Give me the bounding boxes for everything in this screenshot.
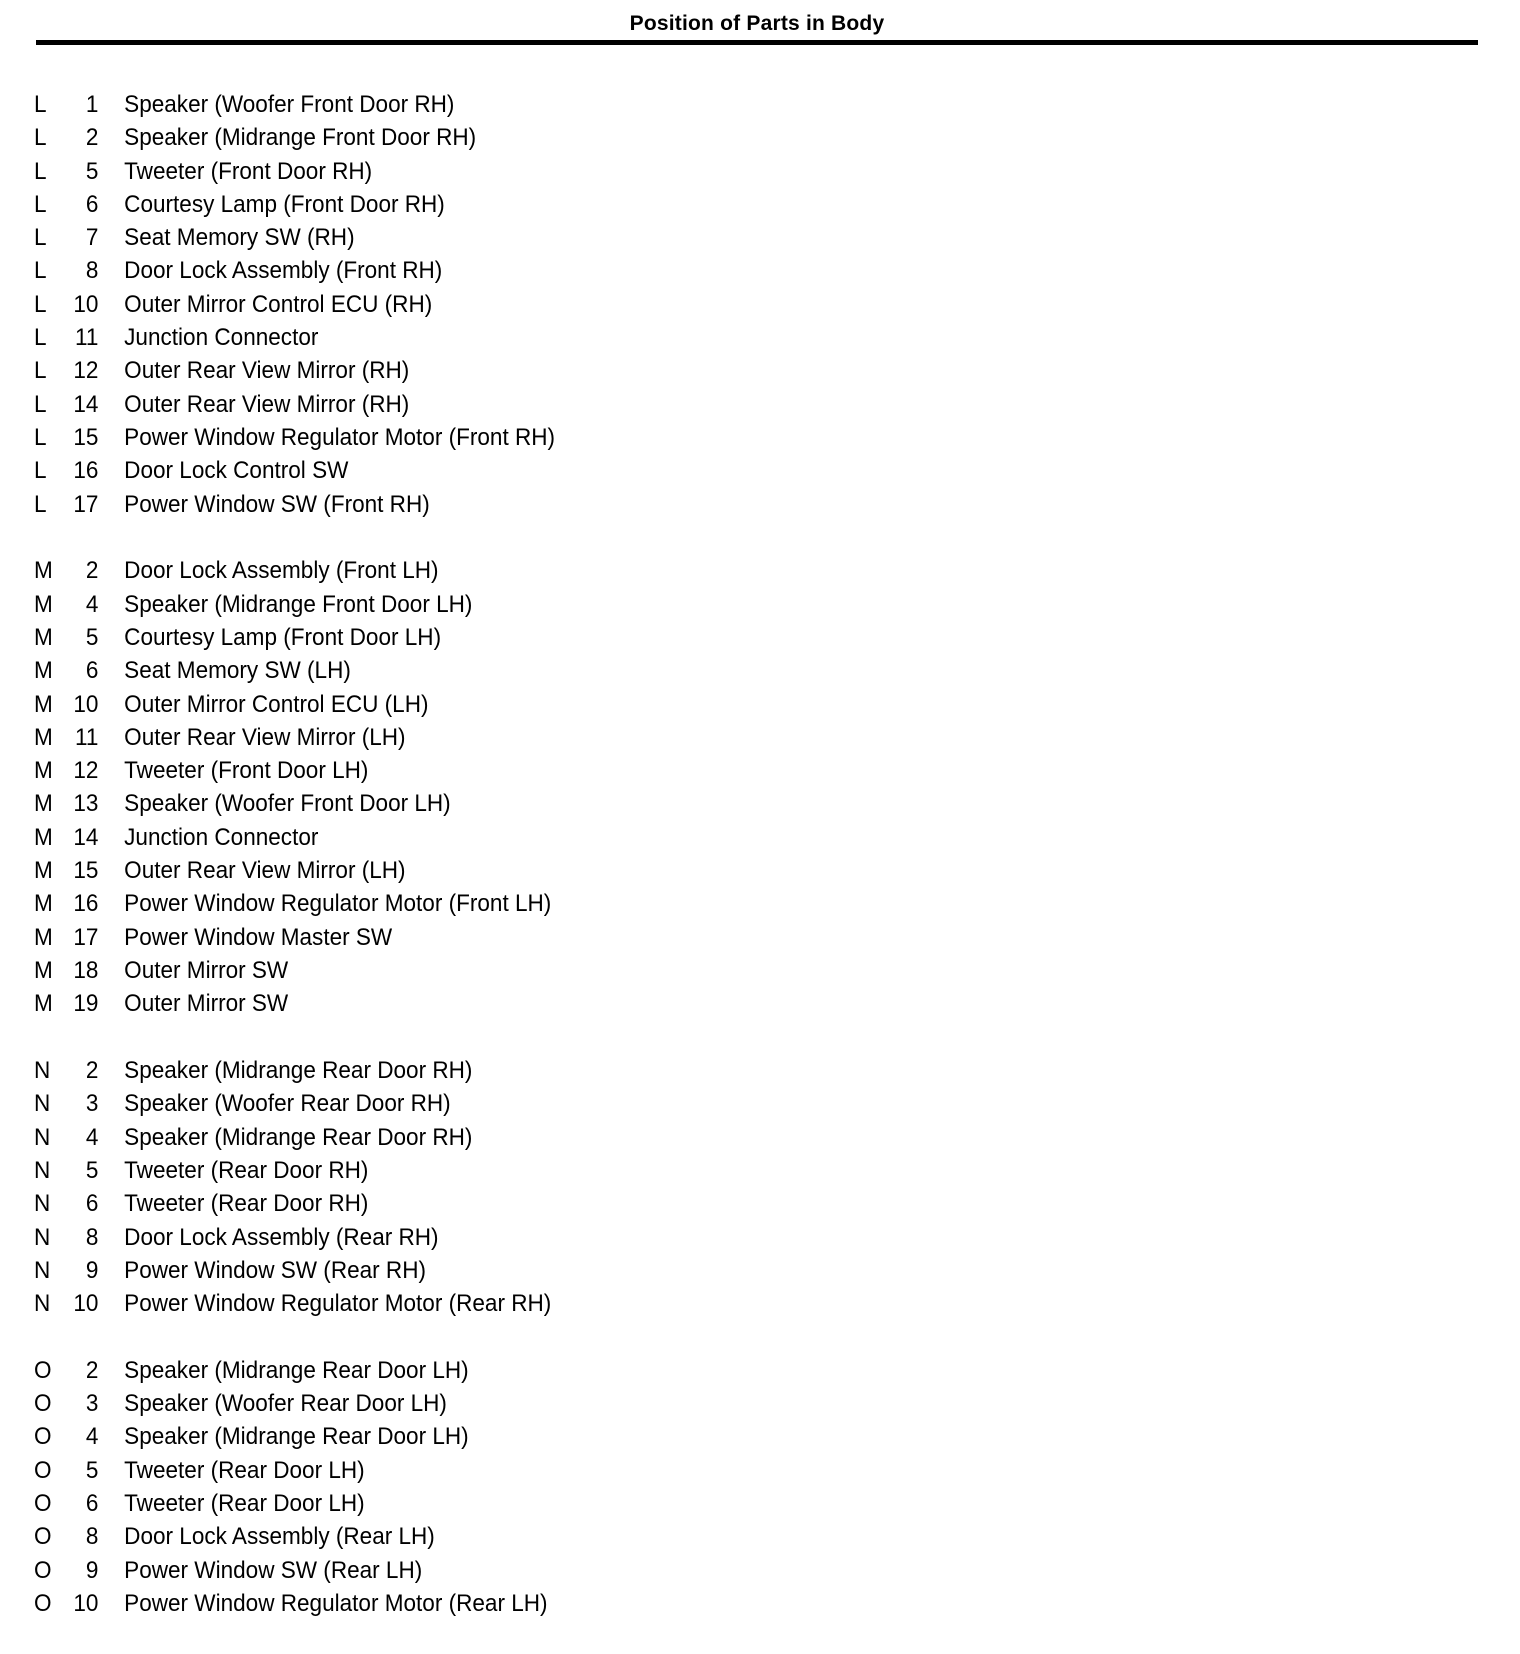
part-number: 8 [85, 257, 99, 285]
page-header [36, 10, 1478, 45]
part-name: Door Lock Assembly (Rear LH) [124, 1523, 435, 1551]
part-name: Tweeter (Rear Door LH) [124, 1456, 365, 1484]
part-name: Junction Connector [124, 823, 319, 851]
part-number: 12 [73, 357, 99, 385]
part-number: 8 [85, 1523, 99, 1551]
part-location-letter: L [34, 91, 47, 118]
part-name: Door Lock Assembly (Front RH) [124, 257, 443, 285]
part-location-letter: L [34, 457, 47, 485]
part-location-letter: M [34, 590, 53, 618]
part-location-letter: L [34, 324, 47, 352]
part-row [34, 754, 954, 787]
part-name: Outer Rear View Mirror (LH) [124, 857, 406, 885]
part-number: 10 [73, 290, 99, 318]
part-location-letter: L [34, 490, 47, 518]
part-name: Speaker (Midrange Front Door RH) [124, 124, 477, 152]
part-name: Speaker (Midrange Rear Door RH) [124, 1123, 473, 1151]
part-location-letter: O [34, 1523, 52, 1551]
part-name: Outer Mirror SW [124, 956, 289, 984]
part-number: 4 [85, 1123, 99, 1151]
part-name: Speaker (Midrange Rear Door LH) [124, 1356, 469, 1384]
part-name: Tweeter (Rear Door LH) [124, 1490, 365, 1518]
part-row [34, 121, 954, 154]
part-location-letter: L [34, 390, 47, 418]
part-number: 10 [73, 1589, 99, 1617]
part-number: 16 [73, 890, 99, 918]
part-number: 6 [85, 1190, 99, 1218]
part-name: Speaker (Woofer Front Door LH) [124, 790, 451, 818]
part-location-letter: M [34, 923, 53, 951]
part-number: 2 [85, 1057, 99, 1085]
part-number: 13 [73, 790, 99, 818]
part-name: Tweeter (Front Door RH) [124, 157, 373, 185]
part-location-letter: M [34, 990, 53, 1018]
part-name: Outer Mirror SW [124, 990, 289, 1018]
part-name: Door Lock Assembly (Rear RH) [124, 1223, 439, 1251]
part-number: 3 [85, 1390, 99, 1418]
part-location-letter: O [34, 1490, 52, 1518]
part-number: 9 [85, 1556, 99, 1584]
part-row [34, 954, 954, 987]
part-row [34, 654, 954, 687]
part-location-letter: M [34, 623, 53, 651]
part-location-letter: L [34, 190, 47, 218]
part-number: 17 [73, 490, 99, 518]
part-row [34, 921, 954, 954]
part-group-n [34, 1054, 1034, 1320]
part-row [34, 821, 954, 854]
part-number: 18 [73, 956, 99, 984]
part-location-letter: L [34, 157, 47, 185]
part-location-letter: L [34, 257, 47, 285]
part-location-letter: M [34, 890, 53, 918]
part-number: 14 [73, 823, 99, 851]
part-name: Door Lock Control SW [124, 457, 349, 485]
part-row [34, 1520, 954, 1553]
part-row [34, 354, 954, 387]
part-number: 5 [85, 157, 99, 185]
parts-list [34, 88, 1034, 1654]
part-row [34, 1554, 954, 1587]
part-number: 2 [85, 557, 99, 585]
part-row [34, 1221, 954, 1254]
part-location-letter: M [34, 956, 53, 984]
part-location-letter: N [34, 1290, 51, 1318]
part-name: Outer Rear View Mirror (RH) [124, 357, 410, 385]
part-name: Outer Mirror Control ECU (LH) [124, 690, 429, 718]
part-name: Speaker (Woofer Front Door RH) [124, 91, 455, 118]
part-location-letter: N [34, 1256, 51, 1284]
part-name: Speaker (Woofer Rear Door RH) [124, 1090, 451, 1118]
part-name: Power Window Regulator Motor (Front RH) [124, 423, 556, 451]
part-row [34, 1420, 954, 1453]
part-location-letter: O [34, 1589, 52, 1617]
part-location-letter: N [34, 1156, 51, 1184]
part-number: 10 [73, 1290, 99, 1318]
part-row [34, 388, 954, 421]
part-row [34, 288, 954, 321]
part-row [34, 1121, 954, 1154]
part-number: 15 [73, 423, 99, 451]
part-name: Speaker (Midrange Rear Door RH) [124, 1057, 473, 1085]
part-number: 4 [85, 1423, 99, 1451]
part-name: Power Window Regulator Motor (Rear LH) [124, 1589, 548, 1617]
part-name: Power Window Master SW [124, 923, 393, 951]
part-row [34, 1187, 954, 1220]
part-row [34, 1487, 954, 1520]
part-row [34, 1054, 954, 1087]
part-name: Tweeter (Rear Door RH) [124, 1156, 369, 1184]
part-location-letter: M [34, 723, 53, 751]
part-row [34, 787, 954, 820]
part-name: Seat Memory SW (LH) [124, 657, 351, 685]
part-row [34, 188, 954, 221]
part-number: 5 [85, 1156, 99, 1184]
part-location-letter: L [34, 124, 47, 152]
part-name: Courtesy Lamp (Front Door RH) [124, 190, 445, 218]
part-number: 8 [85, 1223, 99, 1251]
part-number: 10 [73, 690, 99, 718]
part-name: Door Lock Assembly (Front LH) [124, 557, 439, 585]
part-row [34, 854, 954, 887]
part-number: 6 [85, 190, 99, 218]
part-location-letter: L [34, 224, 47, 252]
part-row [34, 321, 954, 354]
part-name: Seat Memory SW (RH) [124, 224, 355, 252]
part-location-letter: M [34, 657, 53, 685]
part-number: 2 [85, 124, 99, 152]
part-number: 5 [85, 1456, 99, 1484]
part-group-o [34, 1354, 1034, 1620]
part-number: 17 [73, 923, 99, 951]
part-name: Tweeter (Rear Door RH) [124, 1190, 369, 1218]
part-group-l [34, 88, 1034, 521]
part-location-letter: M [34, 823, 53, 851]
part-name: Speaker (Midrange Front Door LH) [124, 590, 473, 618]
part-row [34, 488, 954, 521]
part-group-m [34, 554, 1034, 1020]
part-location-letter: M [34, 790, 53, 818]
page-title: Position of Parts in Body [629, 12, 885, 35]
part-row [34, 987, 954, 1020]
part-number: 9 [85, 1256, 99, 1284]
part-number: 4 [85, 590, 99, 618]
part-number: 16 [73, 457, 99, 485]
part-name: Power Window SW (Front RH) [124, 490, 430, 518]
part-name: Courtesy Lamp (Front Door LH) [124, 623, 442, 651]
part-row [34, 221, 954, 254]
part-row [34, 621, 954, 654]
part-location-letter: O [34, 1423, 52, 1451]
part-number: 5 [85, 623, 99, 651]
part-location-letter: L [34, 290, 47, 318]
part-location-letter: N [34, 1190, 51, 1218]
part-location-letter: N [34, 1223, 51, 1251]
part-number: 12 [73, 757, 99, 785]
part-name: Outer Rear View Mirror (RH) [124, 390, 410, 418]
part-row [34, 1254, 954, 1287]
part-name: Outer Mirror Control ECU (RH) [124, 290, 433, 318]
part-name: Power Window SW (Rear LH) [124, 1556, 423, 1584]
part-row [34, 588, 954, 621]
part-location-letter: L [34, 423, 47, 451]
part-row [34, 554, 954, 587]
part-location-letter: O [34, 1356, 52, 1384]
part-row [34, 1387, 954, 1420]
part-row [34, 1287, 954, 1320]
part-row [34, 1087, 954, 1120]
part-row [34, 421, 954, 454]
part-location-letter: N [34, 1123, 51, 1151]
part-row [34, 1454, 954, 1487]
part-number: 14 [73, 390, 99, 418]
part-row [34, 88, 954, 121]
part-number: 6 [85, 657, 99, 685]
part-location-letter: M [34, 690, 53, 718]
part-name: Power Window SW (Rear RH) [124, 1256, 427, 1284]
part-location-letter: O [34, 1556, 52, 1584]
part-row [34, 1354, 954, 1387]
part-name: Junction Connector [124, 324, 319, 352]
part-number: 1 [85, 91, 99, 118]
part-location-letter: M [34, 857, 53, 885]
part-name: Speaker (Woofer Rear Door LH) [124, 1390, 447, 1418]
part-location-letter: N [34, 1057, 51, 1085]
part-location-letter: M [34, 757, 53, 785]
part-row [34, 887, 954, 920]
part-name: Tweeter (Front Door LH) [124, 757, 369, 785]
part-name: Speaker (Midrange Rear Door LH) [124, 1423, 469, 1451]
part-row [34, 688, 954, 721]
part-row [34, 1587, 954, 1620]
part-location-letter: O [34, 1456, 52, 1484]
part-number: 6 [85, 1490, 99, 1518]
part-number: 15 [73, 857, 99, 885]
part-row [34, 1154, 954, 1187]
part-name: Power Window Regulator Motor (Front LH) [124, 890, 552, 918]
part-location-letter: O [34, 1390, 52, 1418]
part-number: 11 [74, 324, 99, 352]
part-number: 7 [85, 224, 99, 252]
part-location-letter: L [34, 357, 47, 385]
part-name: Outer Rear View Mirror (LH) [124, 723, 406, 751]
part-location-letter: M [34, 557, 53, 585]
part-location-letter: N [34, 1090, 51, 1118]
part-row [34, 155, 954, 188]
part-row [34, 454, 954, 487]
part-number: 2 [85, 1356, 99, 1384]
part-row [34, 721, 954, 754]
part-row [34, 254, 954, 287]
part-number: 3 [85, 1090, 99, 1118]
part-number: 19 [73, 990, 99, 1018]
part-number: 11 [74, 723, 99, 751]
part-name: Power Window Regulator Motor (Rear RH) [124, 1290, 552, 1318]
